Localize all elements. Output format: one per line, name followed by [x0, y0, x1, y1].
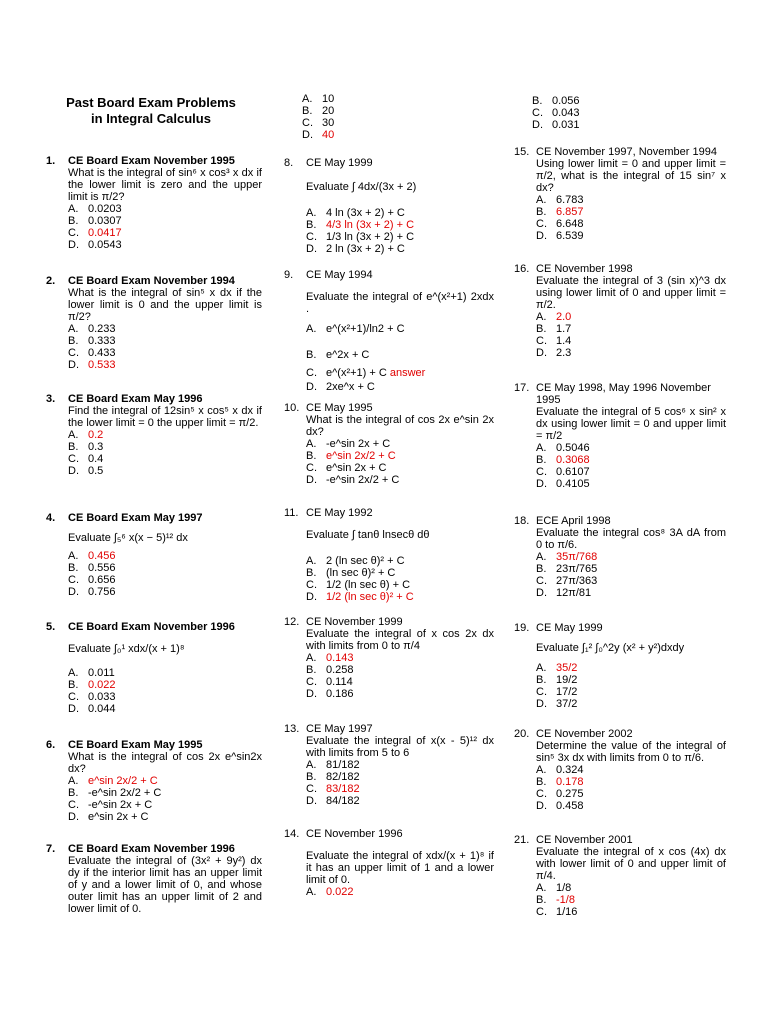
option-c: C. 30 [302, 117, 335, 129]
question-number: 16. [514, 263, 530, 275]
option-a: A. 0.143 [306, 652, 354, 664]
question-4 [40, 512, 262, 598]
question-5 [40, 621, 262, 715]
option-a: A. -e^sin 2x + C [306, 438, 391, 450]
option-c: C. 1/3 ln (3x + 2) + C [306, 231, 415, 243]
option-c: C. 0.6107 [536, 466, 590, 478]
option-a: A. 2.0 [536, 311, 572, 323]
question-source: ECE April 1998 [536, 515, 611, 527]
option-a: A. 0.5046 [536, 442, 590, 454]
option-a: A. 0.0203 [68, 203, 122, 215]
question-text: Evaluate ∫ 4dx/(3x + 2) [306, 181, 417, 193]
option-a: A. 4 ln (3x + 2) + C [306, 207, 405, 219]
question-text: Evaluate the integral cos⁸ 3A dA from 0 to π/6. [536, 527, 726, 551]
question-text: Evaluate the integral of x(x - 5)¹² dx with limits from 5 to 6 [306, 735, 494, 759]
option-a: A. 0.456 [68, 550, 116, 562]
option-a: A. 0.233 [68, 323, 116, 335]
option-d: D. 0.186 [306, 688, 354, 700]
option-b: B. 0.258 [306, 664, 354, 676]
option-c: C. 1/16 [536, 906, 578, 918]
option-b: B. 4/3 ln (3x + 2) + C [306, 219, 415, 231]
option-a: A. 2 (ln sec θ)² + C [306, 555, 405, 567]
question-text: Evaluate the integral of 3 (sin x)^3 dx using lower limit of 0 and upper limit = π/2. [536, 275, 726, 311]
question-10 [278, 402, 494, 486]
question-source: CE May 1998, May 1996 November 1995 [536, 382, 711, 406]
question-source: CE Board Exam November 1996 [68, 621, 235, 633]
option-d: D. 0.5 [68, 465, 104, 477]
option-c: C. 17/2 [536, 686, 578, 698]
question-source: CE Board Exam November 1995 [68, 155, 235, 167]
option-a: A. 81/182 [306, 759, 360, 771]
option-b: B. 0.0307 [68, 215, 122, 227]
option-b: B. 0.333 [68, 335, 116, 347]
question-source: CE November 1999 [306, 616, 403, 628]
option-a: A. 10 [302, 93, 335, 105]
question-text: What is the integral of sin⁵ x dx if the lower limit is 0 and the upper limit is π/2? [68, 287, 262, 323]
option-d: D. 0.0543 [68, 239, 122, 251]
question-3 [40, 393, 262, 477]
option-b: B. 23π/765 [536, 563, 598, 575]
question-source: CE November 1997, November 1994 [536, 146, 717, 158]
option-d: D. 0.4105 [536, 478, 590, 490]
option-a: A. 0.324 [536, 764, 584, 776]
option-d: D. 6.539 [536, 230, 584, 242]
question-number: 13. [284, 723, 300, 735]
question-text: Evaluate ∫₅⁶ x(x − 5)¹² dx [68, 532, 188, 544]
option-a: A. 0.2 [68, 429, 104, 441]
option-b: B. 19/2 [536, 674, 578, 686]
question-text: Evaluate the integral of 5 cos⁶ x sin² x dx using lower limit = 0 and upper limit = π/2 [536, 406, 726, 442]
question-text: Evaluate ∫₁² ∫₀^2y (x² + y²)dxdy [536, 642, 685, 654]
option-a: A. 6.783 [536, 194, 584, 206]
option-a: A. 35π/768 [536, 551, 598, 563]
question-number: 20. [514, 728, 530, 740]
option-a: A. e^sin 2x/2 + C [68, 775, 158, 787]
option-b: B. 6.857 [536, 206, 584, 218]
option-c: C. -e^sin 2x + C [68, 799, 153, 811]
question-text: What is the integral of sin⁶ x cos³ x dx if the lower limit is zero and the upper limit is π/2? [68, 167, 262, 203]
answer-tag: answer [389, 367, 426, 379]
option-c: C. 1.4 [536, 335, 572, 347]
option-c: C. 0.433 [68, 347, 116, 359]
option-b: B. 82/182 [306, 771, 360, 783]
question-14-options [508, 95, 580, 131]
question-number: 14. [284, 828, 300, 840]
question-20 [508, 728, 726, 812]
question-12 [278, 616, 494, 700]
option-b: B. -e^sin 2x/2 + C [68, 787, 162, 799]
question-number: 2. [46, 275, 56, 287]
question-number: 11. [284, 507, 299, 519]
option-b: B. 0.3068 [536, 454, 590, 466]
question-number: 10. [284, 402, 300, 414]
option-c: C. 0.656 [68, 574, 116, 586]
question-14 [278, 828, 494, 898]
question-text: Evaluate the integral of (3x² + 9y²) dx dy if the interior limit has an upper limit of y and a lower limit of 0, and whose outer limit has an upper limit of 2 and lower limit of 0. [68, 855, 262, 915]
question-source: CE May 1999 [306, 157, 373, 169]
option-d: D. 12π/81 [536, 587, 592, 599]
option-b: B. (ln sec θ)² + C [306, 567, 396, 579]
option-c: C. e^(x²+1) + C answer [306, 367, 426, 379]
question-number: 19. [514, 622, 530, 634]
option-c: C. 0.114 [306, 676, 353, 688]
question-13 [278, 723, 494, 807]
option-d: D. 0.044 [68, 703, 116, 715]
option-b: B. 0.3 [68, 441, 104, 453]
option-c: C. 0.4 [68, 453, 104, 465]
question-19 [508, 622, 726, 710]
option-d: D. 0.756 [68, 586, 116, 598]
question-text: Evaluate the integral of x cos 2x dx with limits from 0 to π/4 [306, 628, 494, 652]
question-number: 9. [284, 269, 294, 281]
option-c: C. e^sin 2x + C [306, 462, 387, 474]
question-number: 5. [46, 621, 56, 633]
question-number: 6. [46, 739, 56, 751]
option-b: B. e^sin 2x/2 + C [306, 450, 396, 462]
question-number: 21. [514, 834, 530, 846]
question-number: 7. [46, 843, 56, 855]
title-line-1: Past Board Exam Problems [66, 95, 236, 110]
option-b: B. 1.7 [536, 323, 572, 335]
question-text: Evaluate the integral of e^(x²+1) 2xdx . [306, 291, 494, 315]
question-number: 12. [284, 616, 300, 628]
option-b: B. e^2x + C [306, 349, 370, 361]
question-21 [508, 834, 726, 918]
option-d: D. 2 ln (3x + 2) + C [306, 243, 405, 255]
option-b: B. 0.056 [532, 95, 580, 107]
option-b: B. 20 [302, 105, 335, 117]
option-d: D. 40 [302, 129, 335, 141]
question-18 [508, 515, 726, 599]
title-line-2: in Integral Calculus [91, 111, 211, 126]
option-d: D. 37/2 [536, 698, 578, 710]
question-number: 3. [46, 393, 56, 405]
question-number: 15. [514, 146, 530, 158]
question-text: Evaluate ∫₀¹ xdx/(x + 1)⁸ [68, 643, 185, 655]
question-source: CE May 1992 [306, 507, 373, 519]
option-d: D. e^sin 2x + C [68, 811, 149, 823]
question-number: 17. [514, 382, 530, 394]
option-c: C. 0.043 [532, 107, 580, 119]
question-text: Using lower limit = 0 and upper limit = π/2, what is the integral of 15 sin⁷ x dx? [536, 158, 726, 194]
option-d: D. 0.533 [68, 359, 116, 371]
question-number: 1. [46, 155, 56, 167]
question-source: CE November 2002 [536, 728, 633, 740]
question-source: CE Board Exam November 1994 [68, 275, 235, 287]
option-b: B. 0.022 [68, 679, 116, 691]
question-source: CE Board Exam May 1996 [68, 393, 203, 405]
option-d: D. 2xe^x + C [306, 381, 375, 393]
option-a: A. 0.022 [306, 886, 354, 898]
question-number: 18. [514, 515, 530, 527]
question-source: CE Board Exam May 1997 [68, 512, 203, 524]
option-a: A. e^(x²+1)/ln2 + C [306, 323, 405, 335]
question-11 [278, 507, 494, 603]
option-c: C. 1/2 (ln sec θ) + C [306, 579, 411, 591]
question-source: CE November 1998 [536, 263, 633, 275]
question-text: Evaluate the integral of xdx/(x + 1)⁸ if it has an upper limit of 1 and a lower limit of 0. [306, 850, 494, 886]
question-1 [40, 155, 262, 251]
question-source: CE Board Exam May 1995 [68, 739, 203, 751]
option-d: D. 0.031 [532, 119, 580, 131]
question-text: Find the integral of 12sin⁵ x cos⁵ x dx if the lower limit = 0 the upper limit = π/2. [68, 405, 262, 429]
question-16 [508, 263, 726, 359]
question-8 [278, 157, 494, 255]
question-source: CE May 1999 [536, 622, 603, 634]
question-2 [40, 275, 262, 371]
option-d: D. -e^sin 2x/2 + C [306, 474, 400, 486]
question-7-options [278, 93, 334, 141]
option-c: C. 27π/363 [536, 575, 598, 587]
question-text: Evaluate ∫ tanθ lnsecθ dθ [306, 529, 430, 541]
question-source: CE May 1995 [306, 402, 373, 414]
question-source: CE May 1994 [306, 269, 373, 281]
option-c: C. 0.275 [536, 788, 584, 800]
question-source: CE May 1997 [306, 723, 373, 735]
option-d: D. 2.3 [536, 347, 572, 359]
option-d: D. 0.458 [536, 800, 584, 812]
question-source: CE November 2001 [536, 834, 633, 846]
question-source: CE November 1996 [306, 828, 403, 840]
option-c: C. 0.033 [68, 691, 116, 703]
option-a: A. 35/2 [536, 662, 578, 674]
question-17 [508, 382, 726, 490]
question-6 [40, 739, 262, 823]
question-text: Evaluate the integral of x cos (4x) dx with lower limit of 0 and upper limit of π/4. [536, 846, 726, 882]
option-d: D. 84/182 [306, 795, 360, 807]
option-d: D. 1/2 (ln sec θ)² + C [306, 591, 414, 603]
question-9 [278, 269, 494, 393]
question-7 [40, 843, 262, 915]
question-15 [508, 146, 726, 242]
question-source: CE Board Exam November 1996 [68, 843, 235, 855]
page-title [40, 95, 262, 127]
question-number: 8. [284, 157, 294, 169]
question-number: 4. [46, 512, 56, 524]
question-text: What is the integral of cos 2x e^sin 2x dx? [306, 414, 494, 438]
option-c: C. 0.0417 [68, 227, 122, 239]
option-a: A. 1/8 [536, 882, 572, 894]
option-b: B. -1/8 [536, 894, 575, 906]
question-text: Determine the value of the integral of sin⁵ 3x dx with limits from 0 to π/6. [536, 740, 726, 764]
option-b: B. 0.556 [68, 562, 116, 574]
question-text: What is the integral of cos 2x e^sin2x dx? [68, 751, 262, 775]
option-a: A. 0.011 [68, 667, 115, 679]
option-c: C. 83/182 [306, 783, 360, 795]
option-c: C. 6.648 [536, 218, 584, 230]
option-b: B. 0.178 [536, 776, 584, 788]
